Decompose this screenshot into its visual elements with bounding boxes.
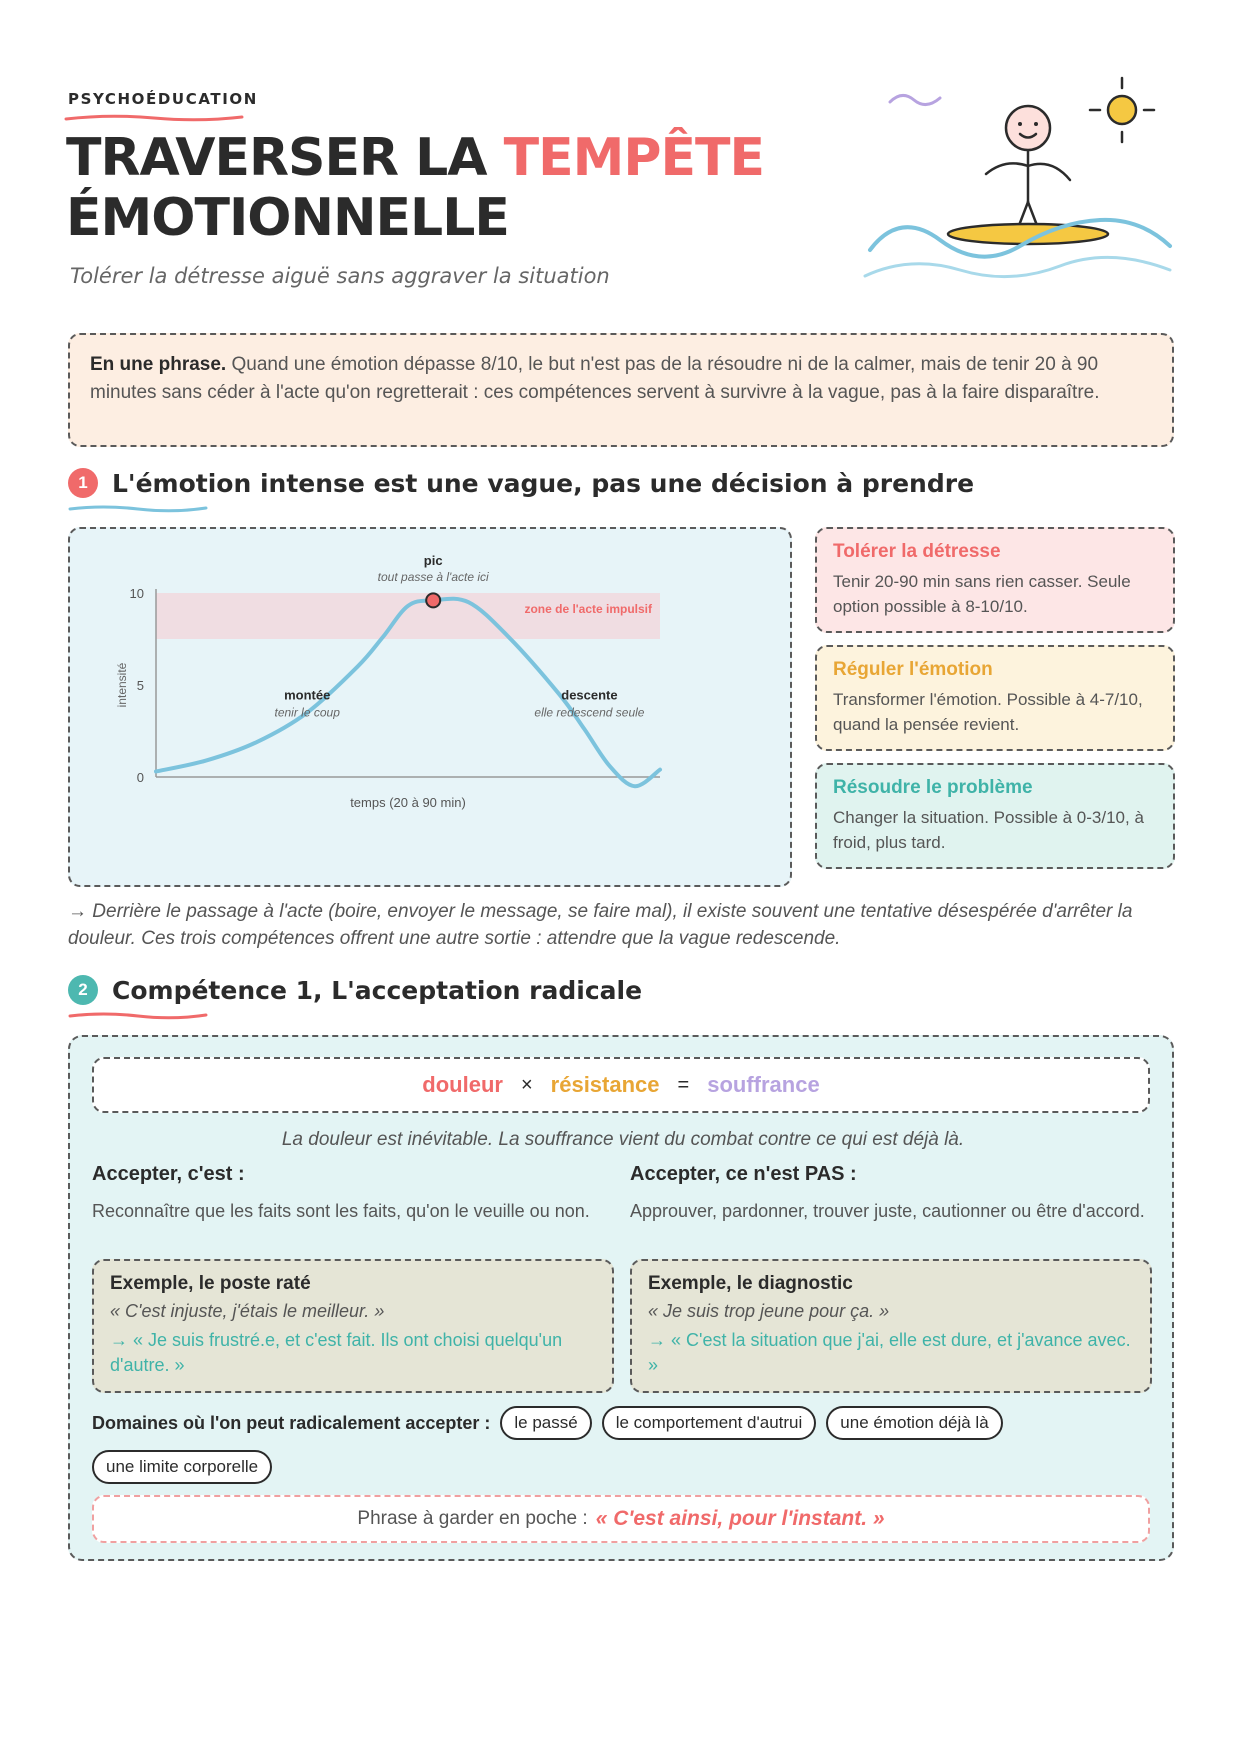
skill-card-solve <box>815 763 1175 869</box>
example-heading: Exemple, le poste raté <box>110 1273 311 1294</box>
equation-resistance: résistance <box>550 1072 660 1097</box>
example-card-job <box>92 1259 614 1393</box>
acceptance-box <box>68 1035 1174 1561</box>
equation-times: × <box>520 1073 533 1096</box>
kicker-underline <box>64 112 244 124</box>
skill-name: Réguler l'émotion <box>833 659 993 680</box>
surfer-illustration <box>860 70 1180 300</box>
equation-equals: = <box>677 1073 690 1096</box>
subtitle: Tolérer la détresse aiguë sans aggraver la situation <box>70 264 610 288</box>
title-accent: TEMPÊTE <box>503 128 765 188</box>
equation-suffering: souffrance <box>707 1072 820 1097</box>
accept-is-not-text: Approuver, pardonner, trouver juste, cautionner ou être d'accord. <box>630 1201 1145 1221</box>
y-axis-label: intensité <box>115 662 129 708</box>
section-1-underline <box>68 504 208 514</box>
summary-lead: En une phrase. <box>90 354 227 375</box>
example-heading: Exemple, le diagnostic <box>648 1273 853 1294</box>
pocket-phrase-box <box>92 1495 1150 1543</box>
domain-pill: le comportement d'autrui <box>602 1406 817 1440</box>
domains-label: Domaines où l'on peut radicalement accepter : <box>92 1412 491 1433</box>
acceptance-domains <box>92 1406 1152 1484</box>
kicker: PSYCHOÉDUCATION <box>68 90 258 108</box>
accept-is-not-heading: Accepter, ce n'est PAS : <box>630 1163 857 1185</box>
domain-pill: une limite corporelle <box>92 1450 272 1484</box>
example-quote: « C'est injuste, j'étais le meilleur. » <box>110 1301 385 1321</box>
title-line2: ÉMOTIONNELLE <box>66 188 509 248</box>
summary-box <box>68 333 1174 447</box>
y-tick-label: 10 <box>129 586 144 601</box>
stick-figure-icon <box>986 106 1070 228</box>
domain-pill: une émotion déjà là <box>826 1406 1002 1440</box>
skill-card-regulate <box>815 645 1175 751</box>
rise-sublabel: tenir le coup <box>274 705 340 720</box>
y-tick-label: 5 <box>136 678 144 693</box>
example-quote: « Je suis trop jeune pour ça. » <box>648 1301 890 1321</box>
accept-is-heading: Accepter, c'est : <box>92 1163 245 1185</box>
example-reframe: → « Je suis frustré.e, et c'est fait. Ils ont choisi quelqu'un d'autre. » <box>110 1330 563 1375</box>
pocket-label: Phrase à garder en poche : <box>357 1508 588 1529</box>
section-2-number: 2 <box>68 975 98 1005</box>
example-card-diagnosis <box>630 1259 1152 1393</box>
descent-label: descente <box>561 687 618 703</box>
accept-is-text: Reconnaître que les faits sont les faits, qu'on le veuille ou non. <box>92 1201 590 1221</box>
section-1-note: → Derrière le passage à l'acte (boire, envoyer le message, se faire mal), il existe souvent une tentative désespérée d'arrêter la douleur. Ces trois compétences offrent une autre sortie : attendre que la vague redescende. <box>68 901 1133 949</box>
skill-desc: Tenir 20-90 min sans rien casser. Seule option possible à 8-10/10. <box>833 572 1131 616</box>
emotion-wave-chart <box>68 527 792 887</box>
suffering-equation <box>92 1057 1150 1113</box>
squiggle-icon <box>890 95 940 104</box>
wave-chart-svg <box>70 529 794 889</box>
equation-caption: La douleur est inévitable. La souffrance vient du combat contre ce qui est déjà là. <box>281 1129 965 1150</box>
section-2-header <box>68 975 642 1005</box>
section-2-title: Compétence 1, L'acceptation radicale <box>112 975 643 1005</box>
descent-sublabel: elle redescend seule <box>534 705 645 720</box>
accept-is-column <box>92 1163 614 1225</box>
title-part1: TRAVERSER LA <box>66 128 504 188</box>
sun-icon <box>1090 78 1154 142</box>
section-1-number: 1 <box>68 468 98 498</box>
equation-pain: douleur <box>422 1072 503 1097</box>
accept-is-not-column <box>630 1163 1152 1225</box>
section-1-header <box>68 468 974 498</box>
section-2-underline <box>68 1011 208 1021</box>
domain-pill: le passé <box>500 1406 591 1440</box>
summary-text: Quand une émotion dépasse 8/10, le but n'est pas de la résoudre ni de la calmer, mais de tenir 20 à 90 minutes sans céder à l'acte qu'on regretterait : ces compétences servent à survivre à la vague, pas à la faire disparaître. <box>90 354 1100 403</box>
impulsive-zone-label: zone de l'acte impulsif <box>524 602 652 616</box>
skill-desc: Transformer l'émotion. Possible à 4-7/10, quand la pensée revient. <box>833 690 1143 734</box>
wave-icon-2 <box>865 257 1170 276</box>
skill-card-tolerate <box>815 527 1175 633</box>
skill-name: Résoudre le problème <box>833 777 1033 798</box>
section-1-title: L'émotion intense est une vague, pas une décision à prendre <box>112 468 975 498</box>
page-title <box>66 128 764 248</box>
y-tick-label: 0 <box>136 770 144 785</box>
x-axis-label: temps (20 à 90 min) <box>350 795 466 810</box>
skill-name: Tolérer la détresse <box>833 541 1001 562</box>
pocket-phrase: « C'est ainsi, pour l'instant. » <box>595 1507 885 1530</box>
impulsive-zone <box>156 593 660 639</box>
example-reframe: → « C'est la situation que j'ai, elle est dure, et j'avance avec. » <box>648 1330 1131 1375</box>
peak-label: pic <box>423 553 443 568</box>
rise-label: montée <box>284 687 331 703</box>
skill-desc: Changer la situation. Possible à 0-3/10, à froid, plus tard. <box>833 808 1144 852</box>
peak-sublabel: tout passe à l'acte ici <box>377 570 489 584</box>
peak-point <box>426 593 440 607</box>
